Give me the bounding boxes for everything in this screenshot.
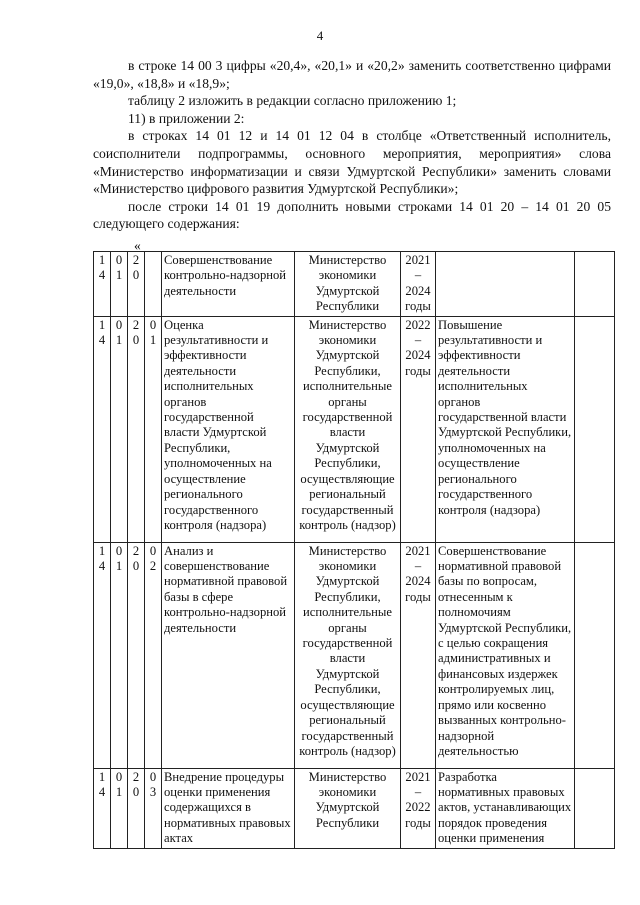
code-part-1: 14 bbox=[94, 768, 111, 848]
responsible-executor: Министерство экономики Удмуртской Республики, исполнительные органы государственной власти Удмуртской Республики, осуществляющие региональный государственный контроль (надзор) bbox=[295, 542, 401, 768]
responsible-executor: Министерство экономики Удмуртской Республики bbox=[295, 768, 401, 848]
extra-column bbox=[575, 768, 615, 848]
extra-column bbox=[575, 252, 615, 317]
year-dash: – bbox=[414, 785, 422, 800]
code-part-3: 20 bbox=[128, 768, 145, 848]
years-word: годы bbox=[405, 363, 431, 378]
measure-name: Внедрение процедуры оценки применения содержащихся в нормативных правовых актах bbox=[162, 768, 295, 848]
code-part-2: 01 bbox=[111, 542, 128, 768]
paragraph-3: 11) в приложении 2: bbox=[128, 110, 245, 126]
implementation-period bbox=[401, 252, 436, 317]
code-part-2: 01 bbox=[111, 768, 128, 848]
table-row bbox=[94, 542, 615, 768]
expected-result bbox=[436, 252, 575, 317]
year-to: 2022 bbox=[405, 800, 431, 815]
code-part-1: 14 bbox=[94, 252, 111, 317]
year-to: 2024 bbox=[405, 283, 431, 298]
measure-name: Совершенствование контрольно-надзорной деятельности bbox=[162, 252, 295, 317]
table-row bbox=[94, 252, 615, 317]
code-part-2: 01 bbox=[111, 316, 128, 542]
opening-quote-mark: « bbox=[134, 238, 141, 253]
code-part-4 bbox=[145, 252, 162, 317]
paragraph-2: таблицу 2 изложить в редакции согласно приложению 1; bbox=[128, 93, 457, 109]
code-part-4: 01 bbox=[145, 316, 162, 542]
code-part-3: 20 bbox=[128, 542, 145, 768]
implementation-period bbox=[401, 316, 436, 542]
code-part-4: 03 bbox=[145, 768, 162, 848]
years-word: годы bbox=[405, 589, 431, 604]
expected-result: Повышение результативности и эффективности деятельности исполнительных органов государственной власти Удмуртской Республики, уполномоченных на осуществление регионального государственного контроля (надзора) bbox=[436, 316, 575, 542]
expected-result: Совершенствование нормативной правовой базы по вопросам, отнесенным к полномочиям Удмуртской Республики, с целью сокращения административных и финансовых издержек контролируемых лиц, прямо или косвенно вызванных контрольно-надзорной деятельностью bbox=[436, 542, 575, 768]
expected-result: Разработка нормативных правовых актов, устанавливающих порядок проведения оценки применения bbox=[436, 768, 575, 848]
page-number: 4 bbox=[316, 28, 324, 43]
measure-name: Оценка результативности и эффективности деятельности исполнительных органов государственной власти Удмуртской Республики, уполномоченных на осуществление регионального государственного контроля (надзора) bbox=[162, 316, 295, 542]
year-dash: – bbox=[414, 268, 422, 283]
year-to: 2024 bbox=[405, 348, 431, 363]
implementation-period bbox=[401, 768, 436, 848]
year-from: 2021 bbox=[405, 543, 431, 558]
table-row bbox=[94, 316, 615, 542]
code-part-3: 20 bbox=[128, 316, 145, 542]
implementation-period bbox=[401, 542, 436, 768]
extra-column bbox=[575, 316, 615, 542]
measure-name: Анализ и совершенствование нормативной правовой базы в сфере контрольно-надзорной деятельности bbox=[162, 542, 295, 768]
program-table bbox=[93, 251, 615, 849]
year-dash: – bbox=[414, 559, 422, 574]
extra-column bbox=[575, 542, 615, 768]
responsible-executor: Министерство экономики Удмуртской Республики bbox=[295, 252, 401, 317]
code-part-3: 20 bbox=[128, 252, 145, 317]
year-from: 2022 bbox=[405, 317, 431, 332]
code-part-1: 14 bbox=[94, 316, 111, 542]
paragraph-5: после строки 14 01 19 дополнить новыми строками 14 01 20 – 14 01 20 05 следующего содержания: bbox=[93, 198, 611, 232]
year-from: 2021 bbox=[405, 769, 431, 784]
year-to: 2024 bbox=[405, 574, 431, 589]
paragraph-4: в строках 14 01 12 и 14 01 12 04 в столбце «Ответственный исполнитель, соисполнители подпрограммы, основного мероприятия, мероприятия» слова «Министерство информатизации и связи Удмуртской Республики» заменить словами «Министерство цифрового развития Удмуртской Республики»; bbox=[93, 128, 611, 197]
code-part-2: 01 bbox=[111, 252, 128, 317]
years-word: годы bbox=[405, 299, 431, 314]
paragraph-1: в строке 14 00 3 цифры «20,4», «20,1» и «20,2» заменить соответственно цифрами «19,0», «18,8» и «18,9»; bbox=[93, 58, 611, 91]
years-word: годы bbox=[405, 815, 431, 830]
code-part-4: 02 bbox=[145, 542, 162, 768]
responsible-executor: Министерство экономики Удмуртской Республики, исполнительные органы государственной власти Удмуртской Республики, осуществляющие региональный государственный контроль (надзор) bbox=[295, 316, 401, 542]
year-dash: – bbox=[414, 333, 422, 348]
body-text bbox=[93, 57, 611, 233]
year-from: 2021 bbox=[405, 253, 431, 267]
code-part-1: 14 bbox=[94, 542, 111, 768]
table-row bbox=[94, 768, 615, 848]
